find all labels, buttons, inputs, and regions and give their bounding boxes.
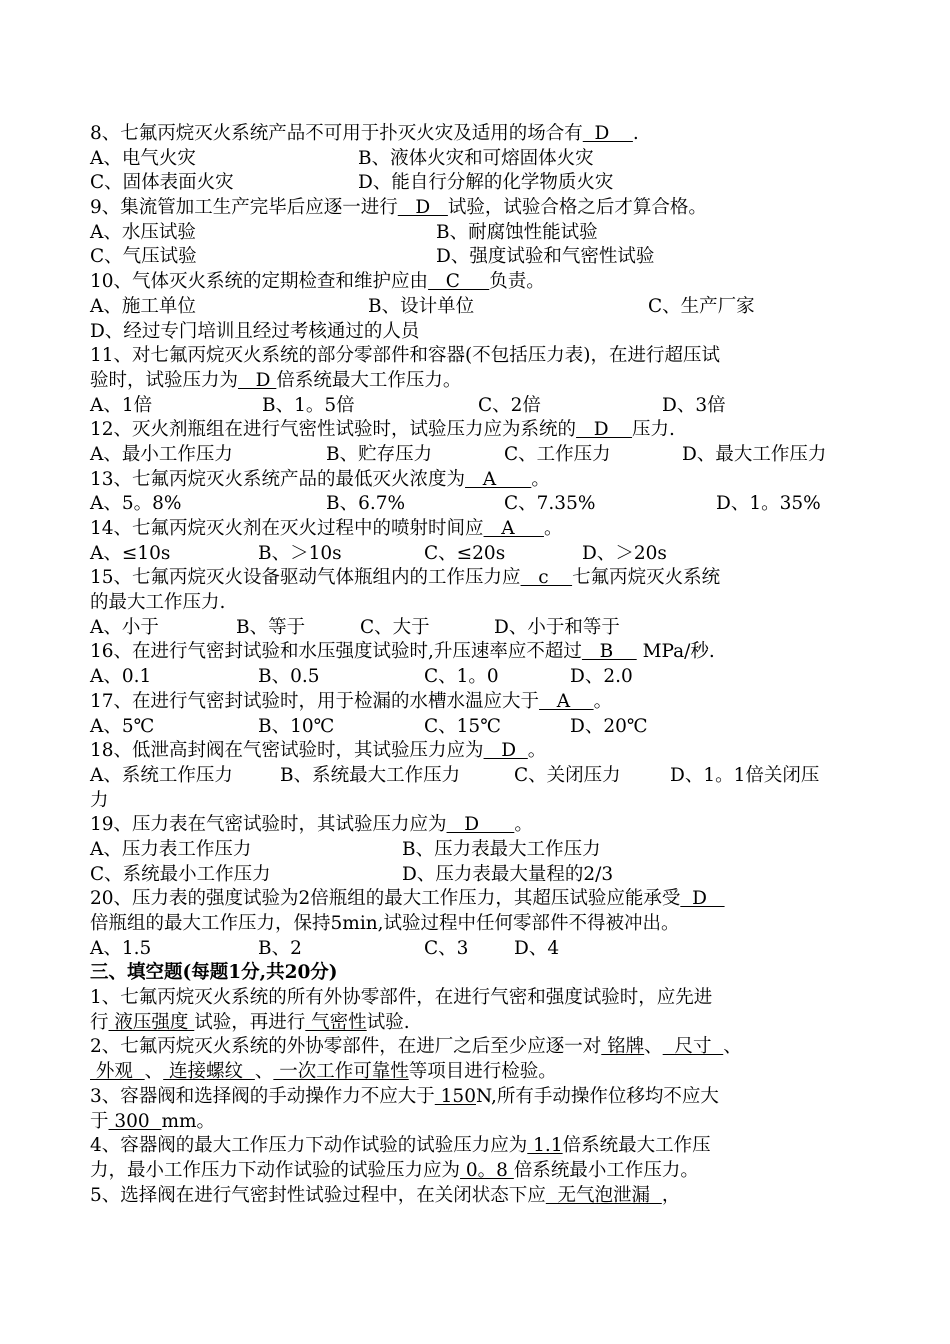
q16-options: A、0.1 B、0.5 C、1。0 D、2.0 <box>90 666 633 688</box>
fill5-answer-1: 无气泡泄漏 <box>545 1184 662 1206</box>
q14-answer: A <box>483 518 544 539</box>
q13-line: 13、七氟丙烷灭火系统产品的最低灭火浓度为 A 。 <box>90 468 890 493</box>
q13-options: A、5。8% B、6.7% C、7.35% D、1。35% <box>90 493 821 515</box>
q18-options-wrap: 力 <box>90 789 109 811</box>
fill2-answer-1: 铭牌 <box>601 1036 645 1058</box>
q20-answer: D <box>680 888 725 910</box>
fill5-line-1: 5、选择阀在进行气密封性试验过程中，在关闭状态下应 无气泡泄漏 ， <box>90 1184 890 1209</box>
fill4-answer-2: 0。8 <box>460 1159 514 1181</box>
q9-options-2: C、气压试验 D、强度试验和气密性试验 <box>90 246 655 268</box>
q10-answer: C <box>428 271 490 293</box>
fill3-answer-1: 150 <box>434 1085 476 1107</box>
q18-answer: D <box>483 740 528 762</box>
q11-options: A、1倍 B、1。5倍 C、2倍 D、3倍 <box>90 394 726 416</box>
q9-options-1: A、水压试验 B、耐腐蚀性能试验 <box>90 221 598 243</box>
q20-line-2: 倍瓶组的最大工作压力，保持5min,试验过程中任何零部件不得被冲出。 <box>90 913 680 934</box>
fill2-answer-3: 外观 <box>90 1061 145 1083</box>
q18-options: A、系统工作压力 B、系统最大工作压力 C、关闭压力 D、1。1倍关闭压 <box>90 764 820 786</box>
section-heading: 三、填空题(每题1分,共20分) <box>90 962 338 984</box>
q15-answer: c <box>520 567 573 589</box>
q17-line: 17、在进行气密封试验时，用于检漏的水槽水温应大于 A 。 <box>90 690 890 715</box>
q11-line-2: 验时，试验压力为 D 倍系统最大工作压力。 <box>90 369 890 394</box>
q12-options: A、最小工作压力 B、贮存压力 C、工作压力 D、最大工作压力 <box>90 443 827 465</box>
q19-line: 19、压力表在气密试验时，其试验压力应为 D 。 <box>90 813 890 838</box>
q12-answer: D <box>576 419 633 441</box>
fill3-line-1: 3、容器阀和选择阀的手动操作力不应大于 150N,所有手动操作位移均不应大 <box>90 1085 890 1110</box>
q19-options-2: C、系统最小工作压力 D、压力表最大量程的2/3 <box>90 863 614 885</box>
fill2-line-2: 外观 、 连接螺纹 、 一次工作可靠性等项目进行检验。 <box>90 1060 890 1085</box>
fill4-line-1: 4、容器阀的最大工作压力下动作试验的试验压力应为 1.1倍系统最大工作压 <box>90 1134 890 1159</box>
q14-options: A、≤10s B、＞10s C、≤20s D、＞20s <box>90 542 667 564</box>
q17-answer: A <box>539 690 594 712</box>
q19-options-1: A、压力表工作压力 B、压力表最大工作压力 <box>90 838 601 860</box>
q20-line-1: 20、压力表的强度试验为2倍瓶组的最大工作压力，其超压试验应能承受 D <box>90 887 890 912</box>
fill2-answer-2: 尺寸 <box>662 1036 724 1058</box>
q8-line: 8、七氟丙烷灭火系统产品不可用于扑灭火灾及适用的场合有 D . <box>90 122 890 147</box>
fill4-line-2: 力，最小工作压力下动作试验的试验压力应为 0。8 倍系统最小工作压力。 <box>90 1159 890 1184</box>
q9-line: 9、集流管加工生产完毕后应逐一进行 D 试验，试验合格之后才算合格。 <box>90 196 890 221</box>
q8-answer: D <box>582 123 633 144</box>
fill1-line-1: 1、七氟丙烷灭火系统的所有外协零部件，在进行气密和强度试验时，应先进 <box>90 987 713 1009</box>
q19-answer: D <box>446 814 515 836</box>
q16-answer: B <box>581 641 637 663</box>
q16-line: 16、在进行气密封试验和水压强度试验时,升压速率应不超过 B MPa/秒. <box>90 640 890 665</box>
q10-options-1: A、施工单位 B、设计单位 C、生产厂家 <box>90 295 755 317</box>
q20-options: A、1.5 B、2 C、3 D、4 <box>90 937 560 959</box>
q15-options: A、小于 B、等于 C、大于 D、小于和等于 <box>90 616 620 638</box>
fill1-line-2: 行 液压强度 试验，再进行 气密性试验. <box>90 1011 890 1036</box>
q15-line-2: 的最大工作压力. <box>90 592 226 614</box>
q15-line-1: 15、七氟丙烷灭火设备驱动气体瓶组内的工作压力应 c 七氟丙烷灭火系统 <box>90 566 890 591</box>
q9-answer: D <box>397 197 448 219</box>
q14-line: 14、七氟丙烷灭火剂在灭火过程中的喷射时间应 A 。 <box>90 517 890 542</box>
fill3-line-2: 于 300 mm。 <box>90 1110 890 1135</box>
fill2-answer-4: 连接螺纹 <box>163 1061 255 1083</box>
fill2-line-1: 2、七氟丙烷灭火系统的外协零部件，在进厂之后至少应逐一对 铭牌、 尺寸 、 <box>90 1035 890 1060</box>
q10-line: 10、气体灭火系统的定期检查和维护应由 C 负责。 <box>90 270 890 295</box>
q10-options-2: D、经过专门培训且经过考核通过的人员 <box>90 320 420 342</box>
q18-line: 18、低泄高封阀在气密试验时，其试验压力应为 D 。 <box>90 739 890 764</box>
q11-line-1: 11、对七氟丙烷灭火系统的部分零部件和容器(不包括压力表)，在进行超压试 <box>90 345 720 367</box>
exam-page <box>90 122 890 1208</box>
fill2-answer-5: 一次工作可靠性 <box>273 1061 409 1083</box>
q8-options-2: C、固体表面火灾 D、能自行分解的化学物质火灾 <box>90 172 614 194</box>
q17-options: A、5℃ B、10℃ C、15℃ D、20℃ <box>90 715 648 737</box>
q13-answer: A <box>465 468 532 490</box>
q12-line: 12、灭火剂瓶组在进行气密性试验时，试验压力应为系统的 D 压力. <box>90 418 890 443</box>
fill4-answer-1: 1.1 <box>527 1135 563 1157</box>
q11-answer: D <box>238 369 277 391</box>
fill3-answer-2: 300 <box>108 1110 162 1132</box>
fill1-answer-2: 气密性 <box>305 1011 367 1033</box>
fill1-answer-1: 液压强度 <box>108 1011 195 1033</box>
q8-options-1: A、电气火灾 B、液体火灾和可熔固体火灾 <box>90 147 594 169</box>
